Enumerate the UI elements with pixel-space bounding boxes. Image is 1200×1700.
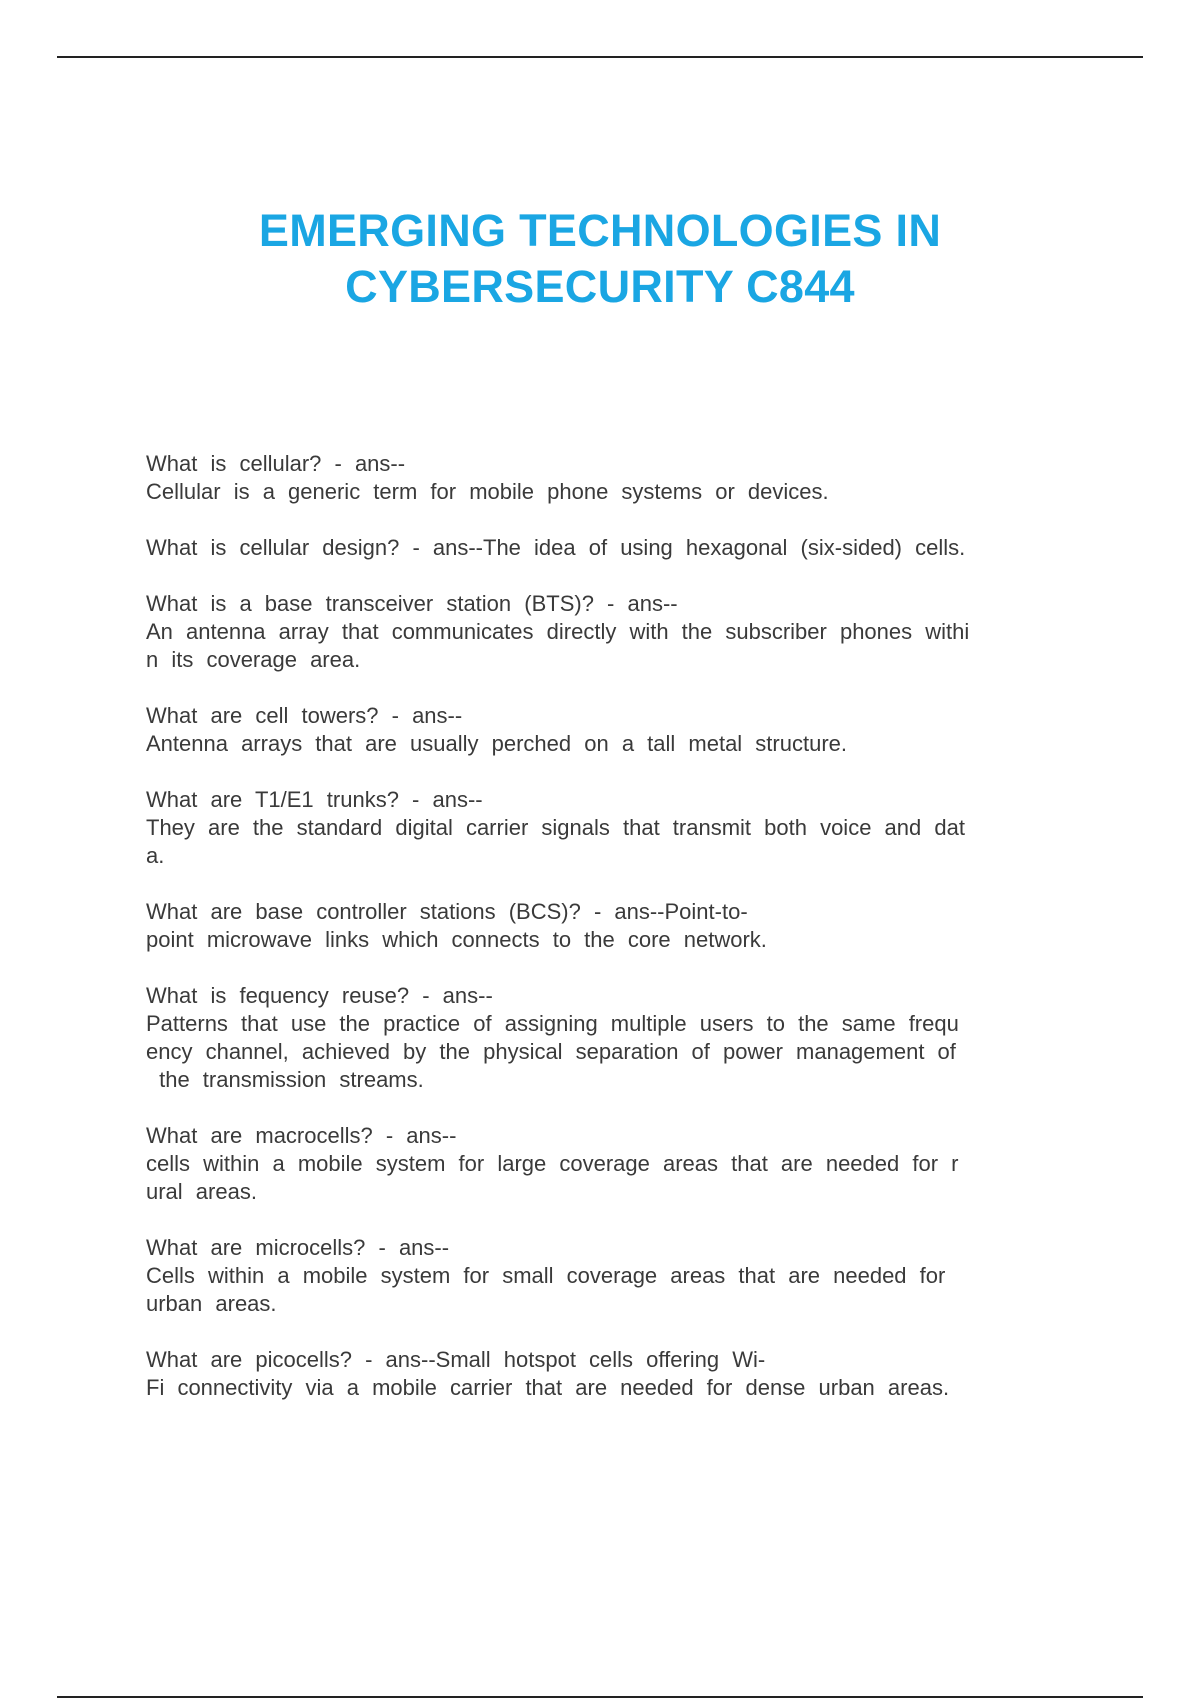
qa-line: ency channel, achieved by the physical separation of power management of bbox=[146, 1039, 956, 1064]
qa-item bbox=[146, 702, 1086, 758]
qa-line: Fi connectivity via a mobile carrier that are needed for dense urban areas. bbox=[146, 1375, 950, 1400]
qa-line: What is cellular? - ans-- bbox=[146, 451, 406, 476]
qa-item bbox=[146, 898, 1086, 954]
bottom-divider bbox=[57, 1696, 1143, 1698]
qa-line: What are microcells? - ans-- bbox=[146, 1235, 450, 1260]
qa-line: Cellular is a generic term for mobile phone systems or devices. bbox=[146, 479, 829, 504]
qa-line: n its coverage area. bbox=[146, 647, 361, 672]
qa-line: What are base controller stations (BCS)? - ans--Point-to- bbox=[146, 899, 748, 924]
qa-line: What is a base transceiver station (BTS)? - ans-- bbox=[146, 591, 678, 616]
qa-line: a. bbox=[146, 843, 165, 868]
title-line-1: EMERGING TECHNOLOGIES IN bbox=[258, 205, 942, 256]
qa-line: They are the standard digital carrier signals that transmit both voice and dat bbox=[146, 815, 965, 840]
qa-item bbox=[146, 450, 1086, 506]
qa-line: cells within a mobile system for large coverage areas that are needed for r bbox=[146, 1151, 959, 1176]
top-divider bbox=[57, 56, 1143, 58]
qa-line: ural areas. bbox=[146, 1179, 257, 1204]
qa-line: Patterns that use the practice of assigning multiple users to the same frequ bbox=[146, 1011, 959, 1036]
qa-line: point microwave links which connects to the core network. bbox=[146, 927, 767, 952]
qa-line: Cells within a mobile system for small coverage areas that are needed for bbox=[146, 1263, 946, 1288]
qa-item bbox=[146, 982, 1086, 1094]
qa-item bbox=[146, 1122, 1086, 1206]
qa-line: the transmission streams. bbox=[146, 1067, 424, 1092]
qa-item bbox=[146, 1346, 1086, 1402]
qa-line: Antenna arrays that are usually perched on a tall metal structure. bbox=[146, 731, 848, 756]
qa-list bbox=[146, 450, 1086, 1430]
title-line-2: CYBERSECURITY C844 bbox=[345, 261, 855, 312]
qa-line: What are picocells? - ans--Small hotspot cells offering Wi- bbox=[146, 1347, 766, 1372]
qa-line: What are macrocells? - ans-- bbox=[146, 1123, 457, 1148]
qa-item bbox=[146, 590, 1086, 674]
qa-line: What are cell towers? - ans-- bbox=[146, 703, 463, 728]
qa-item bbox=[146, 1234, 1086, 1318]
document-title bbox=[100, 203, 1100, 315]
qa-item bbox=[146, 534, 1086, 562]
qa-line: urban areas. bbox=[146, 1291, 277, 1316]
qa-item bbox=[146, 786, 1086, 870]
qa-line: What is cellular design? - ans--The idea of using hexagonal (six-sided) cells. bbox=[146, 535, 966, 560]
qa-line: What are T1/E1 trunks? - ans-- bbox=[146, 787, 483, 812]
qa-line: What is fequency reuse? - ans-- bbox=[146, 983, 493, 1008]
qa-line: An antenna array that communicates directly with the subscriber phones withi bbox=[146, 619, 970, 644]
